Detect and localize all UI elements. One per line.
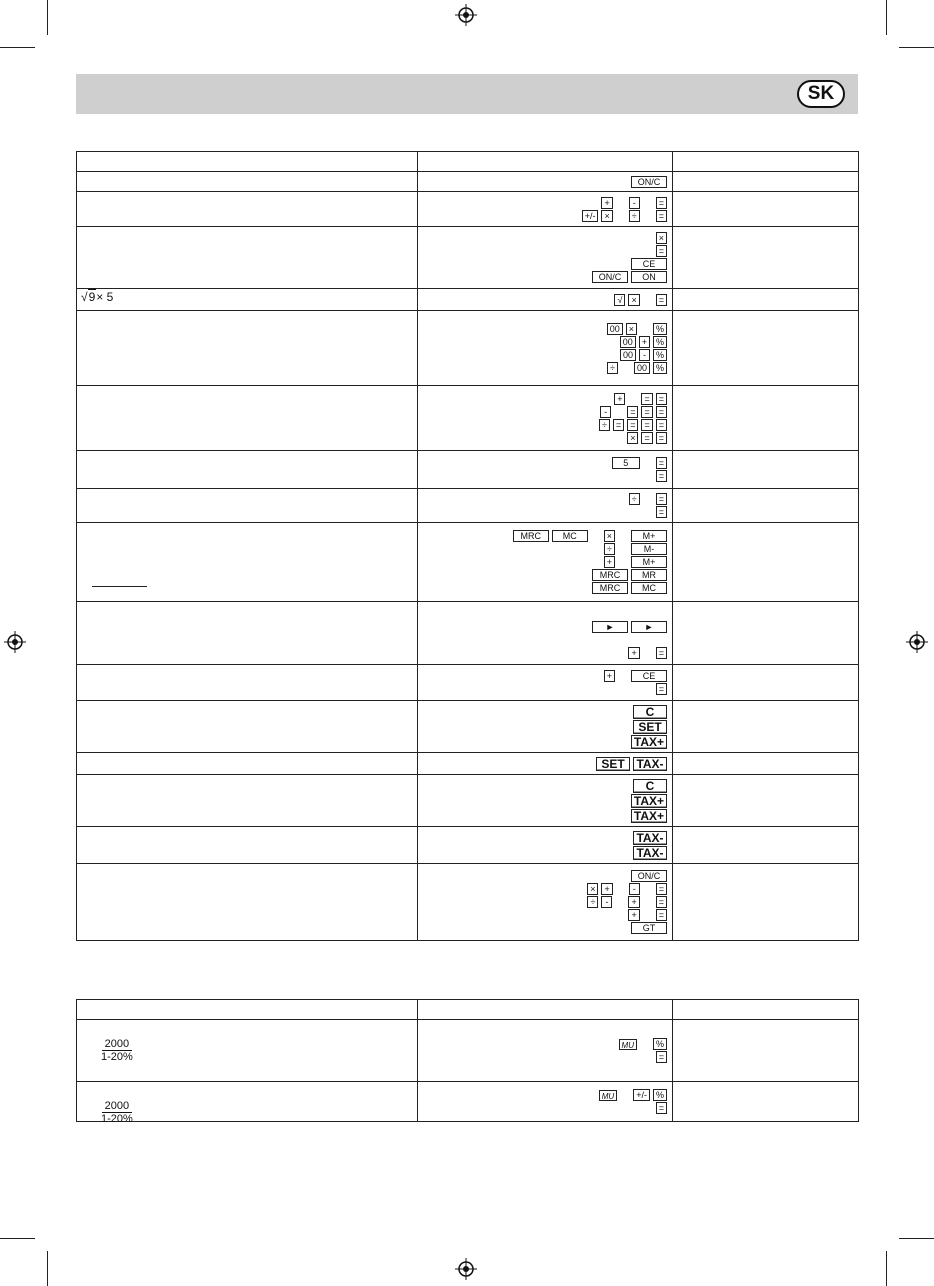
crop-mark [47,1251,48,1286]
equals-key: = [656,883,667,895]
sign-key: +/- [582,210,599,222]
key-sequence [418,1082,672,1121]
examples-table [76,151,859,941]
fraction-denominator: 1-20% [101,1113,133,1125]
sqrt-expression [77,289,417,304]
result-cell [673,665,859,701]
crop-mark [0,47,35,48]
result-cell [673,289,859,311]
expression-rest: × 5 [96,289,114,304]
equals-key: = [641,393,652,405]
key-row [620,336,667,348]
mc-key: MC [552,530,588,542]
key-row [656,1051,667,1063]
mrc-key: MRC [513,530,549,542]
divide-key: ÷ [629,493,640,505]
multiply-key: × [627,432,638,444]
multiply-key: × [656,232,667,244]
table-row [77,602,859,665]
mr-key: MR [631,569,667,581]
equals-key: = [656,457,667,469]
multiply-key: × [587,883,598,895]
equals-key: = [656,210,667,222]
key-sequence [418,753,672,774]
keys-cell [418,827,673,864]
mu-key: MU [599,1090,617,1101]
equals-key: = [656,896,667,908]
key-sequence [418,864,672,940]
key-row [599,419,667,431]
key-row [633,779,667,793]
result-cell [673,192,859,227]
double-zero-key: 00 [607,323,623,335]
key-sequence [418,775,672,826]
result-cell [673,1082,859,1122]
plus-key: + [604,556,615,568]
key-row [656,1102,667,1114]
result-cell [673,753,859,775]
keys-cell [418,665,673,701]
key-row [604,543,667,555]
key-row [656,245,667,257]
key-sequence [418,386,672,450]
keys-cell [418,775,673,827]
keys-cell [418,1020,673,1082]
key-sequence [418,489,672,522]
key-row [631,922,667,934]
percent-key: % [653,349,667,361]
fraction [101,1100,133,1125]
plus-key: + [601,197,612,209]
description-cell [77,289,418,311]
minus-key: - [629,197,640,209]
c-key: C [633,705,667,719]
fraction-numerator: 2000 [102,1100,132,1113]
divide-key: ÷ [587,896,598,908]
key-row [631,809,667,823]
table-row [77,192,859,227]
arrow-key: ► [631,621,667,633]
key-row [612,457,667,469]
key-row [633,831,667,845]
table-row [77,311,859,386]
mrc-key: MRC [592,582,628,594]
keys-cell [418,602,673,665]
key-row [599,1089,667,1101]
table-row [77,152,859,172]
equals-key: = [656,470,667,482]
description-cell [77,1000,418,1020]
result-cell [673,172,859,192]
equals-key: = [641,419,652,431]
table-row [77,665,859,701]
ce-key: CE [631,670,667,682]
key-row [601,197,667,209]
table-row [77,386,859,451]
keys-cell [418,311,673,386]
tax-key: TAX- [633,757,667,771]
result-cell [673,489,859,523]
equals-key: = [641,432,652,444]
sqrt-icon: √ [81,289,88,304]
key-row [633,705,667,719]
equals-key: = [627,419,638,431]
equals-key: = [656,406,667,418]
table-row [77,523,859,602]
table-row [77,451,859,489]
arrow-key: ► [592,621,628,633]
description-cell [77,523,418,602]
key-sequence [418,289,672,310]
key-sequence [418,451,672,488]
on-c-key: ON/C [631,176,667,188]
divide-key: ÷ [607,362,618,374]
table-row [77,1082,859,1122]
percent-key: % [653,1089,667,1101]
key-row [631,870,667,882]
equals-key: = [656,1051,667,1063]
keys-cell [418,192,673,227]
table-row [77,489,859,523]
key-row [627,432,667,444]
equals-key: = [656,419,667,431]
key-row [631,258,667,270]
multiply-key: × [628,294,639,306]
keys-cell [418,451,673,489]
key-row [656,232,667,244]
description-cell [77,152,418,172]
key-row [604,670,667,682]
equals-key: = [613,419,624,431]
sign-key: +/- [633,1089,650,1101]
percent-key: % [653,323,667,335]
multiply-key: × [604,530,615,542]
double-zero-key: 00 [620,336,636,348]
gt-key: GT [631,922,667,934]
result-cell [673,602,859,665]
key-row [628,647,667,659]
equals-key: = [656,1102,667,1114]
key-row [620,349,667,361]
description-cell [77,864,418,941]
description-cell [77,227,418,289]
result-cell [673,775,859,827]
keys-cell [418,864,673,941]
key-row [513,530,667,542]
equals-key: = [656,197,667,209]
key-sequence [418,192,672,226]
ce-key: CE [631,258,667,270]
key-row [592,582,667,594]
table-row [77,864,859,941]
key-row [656,683,667,695]
equals-key: = [656,245,667,257]
5-key: 5 [612,457,640,469]
key-row [600,406,667,418]
m-key: M- [631,543,667,555]
tax-key: TAX- [633,846,667,860]
crop-mark [899,47,934,48]
keys-cell [418,386,673,451]
minus-key: - [639,349,650,361]
key-row [619,1038,667,1050]
keys-cell [418,489,673,523]
key-row [592,271,667,283]
result-cell [673,451,859,489]
description-cell [77,665,418,701]
description-cell [77,1082,418,1125]
key-row [604,556,667,568]
description-cell [77,386,418,451]
description-cell [77,602,418,665]
result-cell [673,152,859,172]
description-cell [77,451,418,489]
keys-cell [418,1082,673,1122]
description-cell [77,1020,418,1082]
c-key: C [633,779,667,793]
divide-key: ÷ [629,210,640,222]
key-sequence [418,1020,672,1081]
minus-key: - [601,896,612,908]
key-row [631,176,667,188]
description-cell [77,753,418,775]
equals-key: = [627,406,638,418]
double-zero-key: 00 [634,362,650,374]
table-row [77,172,859,192]
sqrt-key: √ [614,294,625,306]
key-row [614,393,667,405]
key-sequence [418,172,672,191]
description-cell [77,311,418,386]
key-row [582,210,667,222]
fraction-denominator: 1-20% [101,1051,133,1063]
underline-mark [92,586,147,587]
key-row [631,794,667,808]
mrc-key: MRC [592,569,628,581]
double-zero-key: 00 [620,349,636,361]
registration-mark-icon [4,631,26,653]
result-cell [673,1020,859,1082]
table-row [77,227,859,289]
equals-key: = [656,432,667,444]
crop-mark [886,1251,887,1286]
percent-key: % [653,336,667,348]
equals-key: = [656,294,667,306]
equals-key: = [656,647,667,659]
language-badge: SK [797,80,845,108]
keys-cell [418,701,673,753]
plus-key: + [628,647,639,659]
set-key: SET [596,757,630,771]
registration-mark-icon [455,1258,477,1280]
plus-key: + [628,896,639,908]
tax-key: TAX- [633,831,667,845]
result-cell [673,1000,859,1020]
radicand: 9 [88,290,96,304]
mc-key: MC [631,582,667,594]
tax-key: TAX+ [631,809,667,823]
description-cell [77,775,418,827]
table-row [77,1000,859,1020]
equals-key: = [656,493,667,505]
key-row [633,846,667,860]
crop-mark [47,0,48,35]
crop-mark [0,1238,35,1239]
table-row [77,827,859,864]
description-cell [77,172,418,192]
description-cell [77,827,418,864]
key-row [607,362,667,374]
equals-key: = [656,393,667,405]
m-key: M+ [631,556,667,568]
plus-key: + [628,909,639,921]
key-sequence [418,523,672,601]
keys-cell [418,289,673,311]
result-cell [673,864,859,941]
key-row [592,569,667,581]
equals-key: = [656,909,667,921]
equals-key: = [641,406,652,418]
key-sequence [418,602,672,664]
table-row [77,775,859,827]
on-key: ON [631,271,667,283]
key-row [607,323,667,335]
on-c-key: ON/C [592,271,628,283]
key-row [596,757,667,771]
key-sequence [418,311,672,385]
key-row [633,720,667,734]
plus-key: + [601,883,612,895]
keys-cell [418,1000,673,1020]
key-sequence [418,227,672,288]
key-row [587,896,667,908]
on-c-key: ON/C [631,870,667,882]
plus-key: + [614,393,625,405]
minus-key: - [629,883,640,895]
key-row [629,493,667,505]
keys-cell [418,152,673,172]
key-row [656,506,667,518]
registration-mark-icon [906,631,928,653]
multiply-key: × [601,210,612,222]
percent-key: % [653,1038,667,1050]
key-sequence [418,665,672,700]
divide-key: ÷ [604,543,615,555]
result-cell [673,523,859,602]
result-cell [673,827,859,864]
percent-key: % [653,362,667,374]
table-row [77,289,859,311]
mu-key: MU [619,1039,637,1050]
crop-mark [899,1238,934,1239]
result-cell [673,227,859,289]
key-row [656,470,667,482]
fraction-numerator: 2000 [102,1038,132,1051]
key-row [587,883,667,895]
multiply-key: × [626,323,637,335]
key-row [614,294,667,306]
result-cell [673,701,859,753]
key-row [631,735,667,749]
key-sequence [418,701,672,752]
key-row [592,621,667,633]
tax-key: TAX+ [631,794,667,808]
markup-table [76,999,859,1125]
keys-cell [418,172,673,192]
description-cell [77,192,418,227]
description-cell [77,701,418,753]
plus-key: + [604,670,615,682]
plus-key: + [639,336,650,348]
minus-key: - [600,406,611,418]
key-row [628,909,667,921]
keys-cell [418,753,673,775]
fraction [101,1038,133,1063]
key-sequence [418,827,672,863]
crop-mark [886,0,887,35]
divide-key: ÷ [599,419,610,431]
set-key: SET [633,720,667,734]
keys-cell [418,227,673,289]
table-row [77,753,859,775]
header-bar [76,74,858,114]
m-key: M+ [631,530,667,542]
equals-key: = [656,683,667,695]
description-cell [77,489,418,523]
keys-cell [418,523,673,602]
table-row [77,1020,859,1082]
registration-mark-icon [455,4,477,26]
tax-key: TAX+ [631,735,667,749]
result-cell [673,386,859,451]
result-cell [673,311,859,386]
equals-key: = [656,506,667,518]
table-row [77,701,859,753]
